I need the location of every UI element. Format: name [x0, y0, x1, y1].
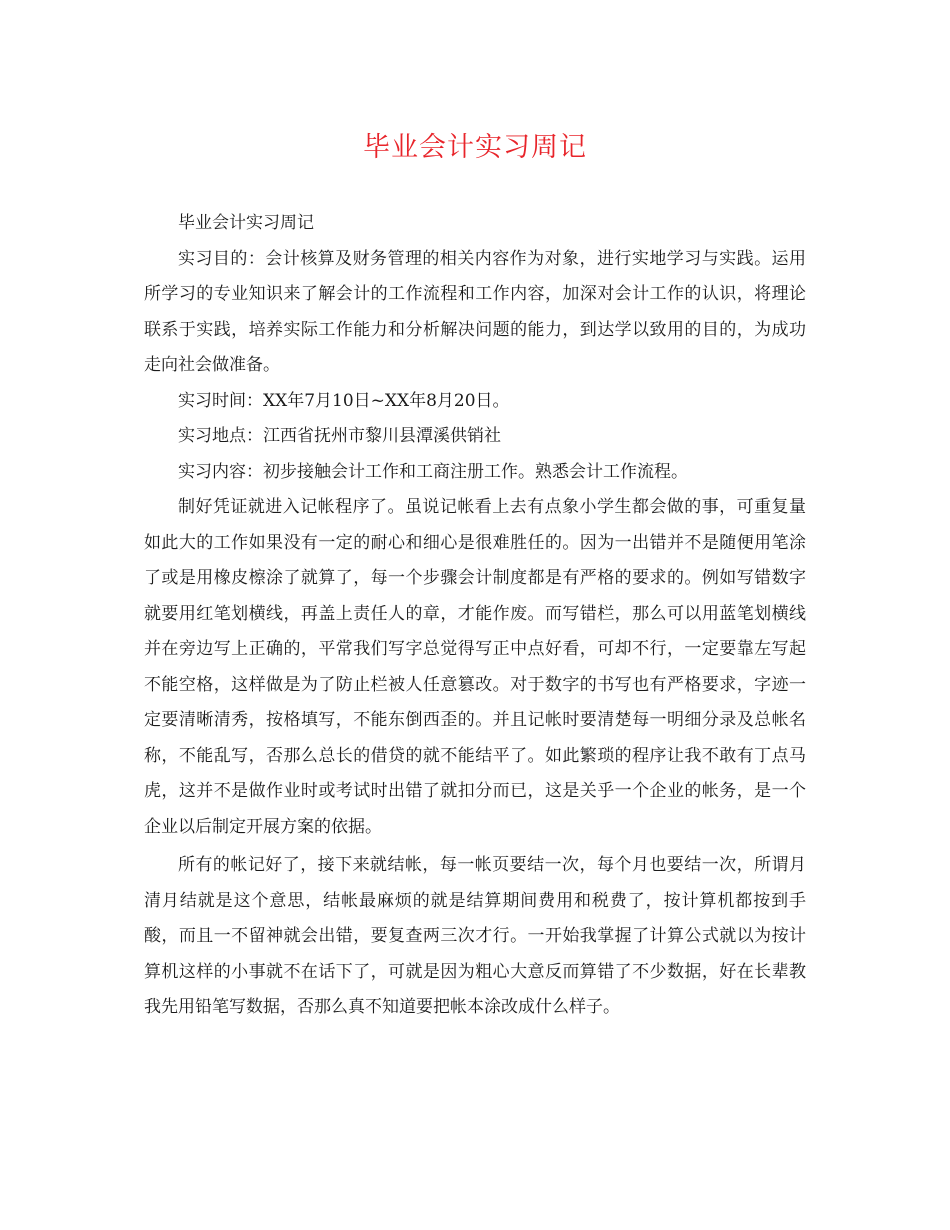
paragraph-subtitle: 毕业会计实习周记: [178, 213, 314, 233]
document-title: 毕业会计实习周记: [363, 132, 587, 163]
paragraph-content: 实习内容：初步接触会计工作和工商注册工作。熟悉会计工作流程。: [178, 461, 688, 482]
paragraph-time: 实习时间：XX年7月10日~XX年8月20日。: [178, 390, 510, 411]
paragraph-bookkeeping: 制好凭证就进入记帐程序了。虽说记帐看上去有点象小学生都会做的事，可重复量如此大的工作如果没有一定的耐心和细心是很难胜任的。因为一出错并不是随便用笔涂了或是用橡皮檫涂了就算了，每一个步骤会计制度都是有严格的要求的。例如写错数字就要用红笔划横线，再盖上责任人的章，才能作废。而写错栏，那么可以用蓝笔划横线并在旁边写上正确的，平常我们写字总觉得写正中点好看，可却不行，一定要靠左写起不能空格，这样做是为了防止栏被人任意篡改。对于数字的书写也有严格要求，字迹一定要清晰清秀，按格填写，不能东倒西歪的。并且记帐时要清楚每一明细分录及总帐名称，不能乱写，否那么总长的借贷的就不能结平了。如此繁琐的程序让我不敢有丁点马虎，这并不是做作业时或考试时出错了就扣分而已，这是关乎一个企业的帐务，是一个企业以后制定开展方案的依据。: [144, 497, 806, 837]
paragraph-location: 实习地点：江西省抚州市黎川县潭溪供销社: [178, 426, 501, 446]
paragraph-closing-accounts: 所有的帐记好了，接下来就结帐，每一帐页要结一次，每个月也要结一次，所谓月清月结就是这个意思，结帐最麻烦的就是结算期间费用和税费了，按计算机都按到手酸，而且一不留神就会出错，要复查两三次才行。一开始我掌握了计算公式就以为按计算机这样的小事就不在话下了，可就是因为粗心大意反而算错了不少数据，好在长辈教我先用铅笔写数据，否那么真不知道要把帐本涂改成什么样子。: [144, 855, 806, 1017]
paragraph-purpose: 实习目的：会计核算及财务管理的相关内容作为对象，进行实地学习与实践。运用所学习的专业知识来了解会计的工作流程和工作内容，加深对会计工作的认识，将理论联系于实践，培养实际工作能力和分析解决问题的能力，到达学以致用的目的，为成功走向社会做准备。: [144, 248, 806, 375]
document-body: [144, 206, 806, 1026]
